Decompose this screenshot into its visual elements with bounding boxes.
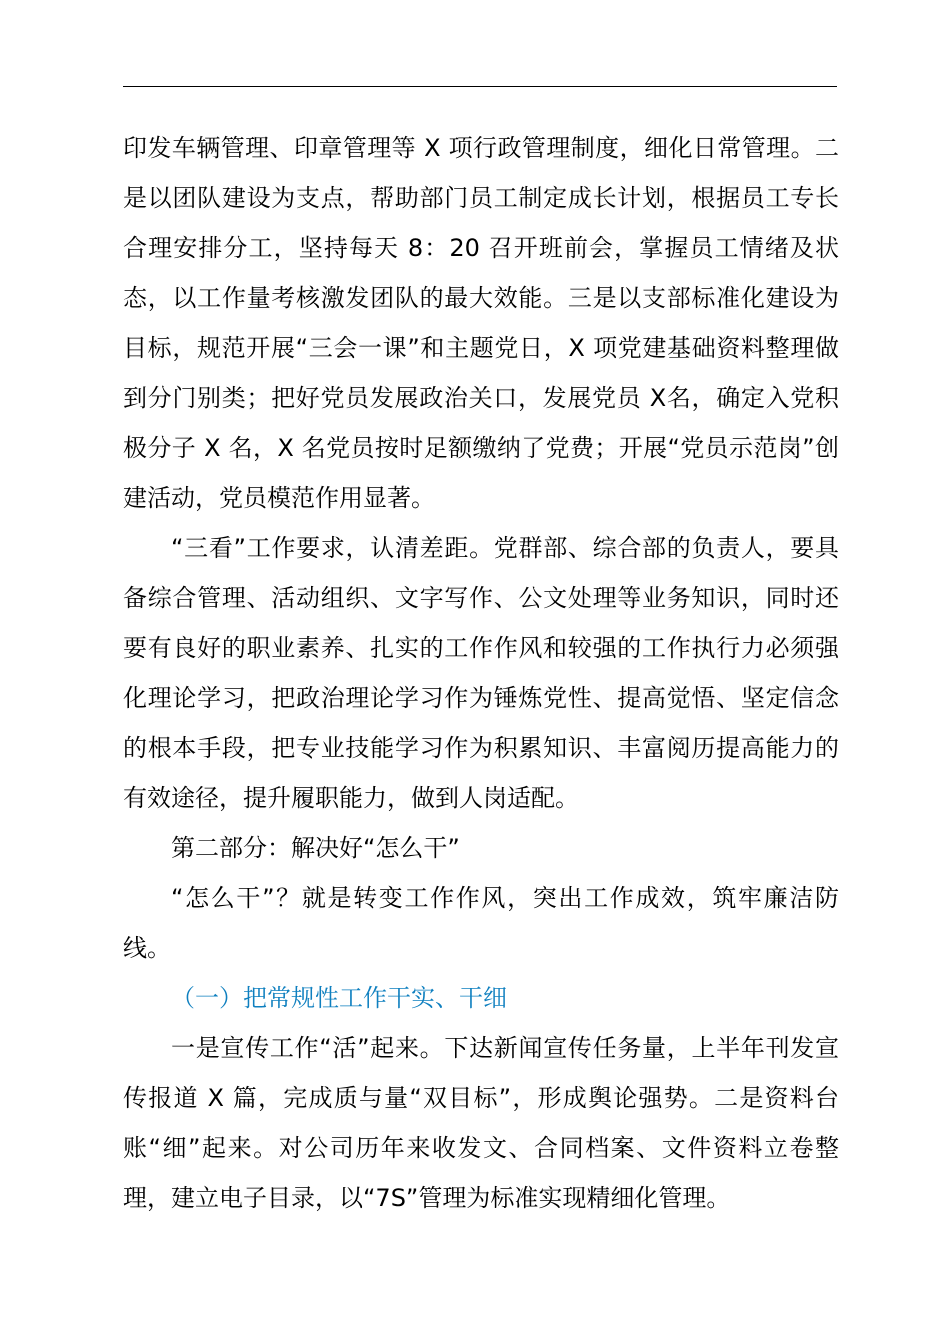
header-rule (123, 86, 837, 87)
paragraph-publicity-records: 一是宣传工作“活”起来。下达新闻宣传任务量，上半年刊发宣传报道 X 篇，完成质与量“双目标”，形成舆论强势。二是资料台账“细”起来。对公司历年来收发文、合同档案、文件资料立卷整理，建立电子目录，以“7S”管理为标准实现精细化管理。 (123, 1034, 839, 1212)
section-heading-part-two: 第二部分：解决好“怎么干” (171, 834, 460, 862)
subheading-routine-work: （一）把常规性工作干实、干细 (171, 984, 507, 1012)
paragraph-three-looks: “三看”工作要求，认清差距。党群部、综合部的负责人，要具备综合管理、活动组织、文字写作、公文处理等业务知识，同时还要有良好的职业素养、扎实的工作作风和较强的工作执行力必须强化理论学习，把政治理论学习作为锤炼党性、提高觉悟、坚定信念的根本手段，把专业技能学习作为积累知识、丰富阅历提高能力的有效途径，提升履职能力，做到人岗适配。 (123, 534, 839, 812)
paragraph-admin-team-party: 印发车辆管理、印章管理等 X 项行政管理制度，细化日常管理。二是以团队建设为支点，帮助部门员工制定成长计划，根据员工专长合理安排分工，坚持每天 8：20 召开班前会，掌握员工情绪及状态，以工作量考核激发团队的最大效能。三是以支部标准化建设为目标，规范开展“三会一课”和主题党日，X 项党建基础资料整理做到分门别类；把好党员发展政治关口，发展党员 X名，确定入党积极分子 X 名，X 名党员按时足额缴纳了党费；开展“党员示范岗”创建活动，党员模范作用显著。 (123, 134, 839, 512)
paragraph-how-to-do: “怎么干”？就是转变工作作风，突出工作成效，筑牢廉洁防线。 (123, 884, 839, 962)
document-body (123, 123, 839, 1223)
